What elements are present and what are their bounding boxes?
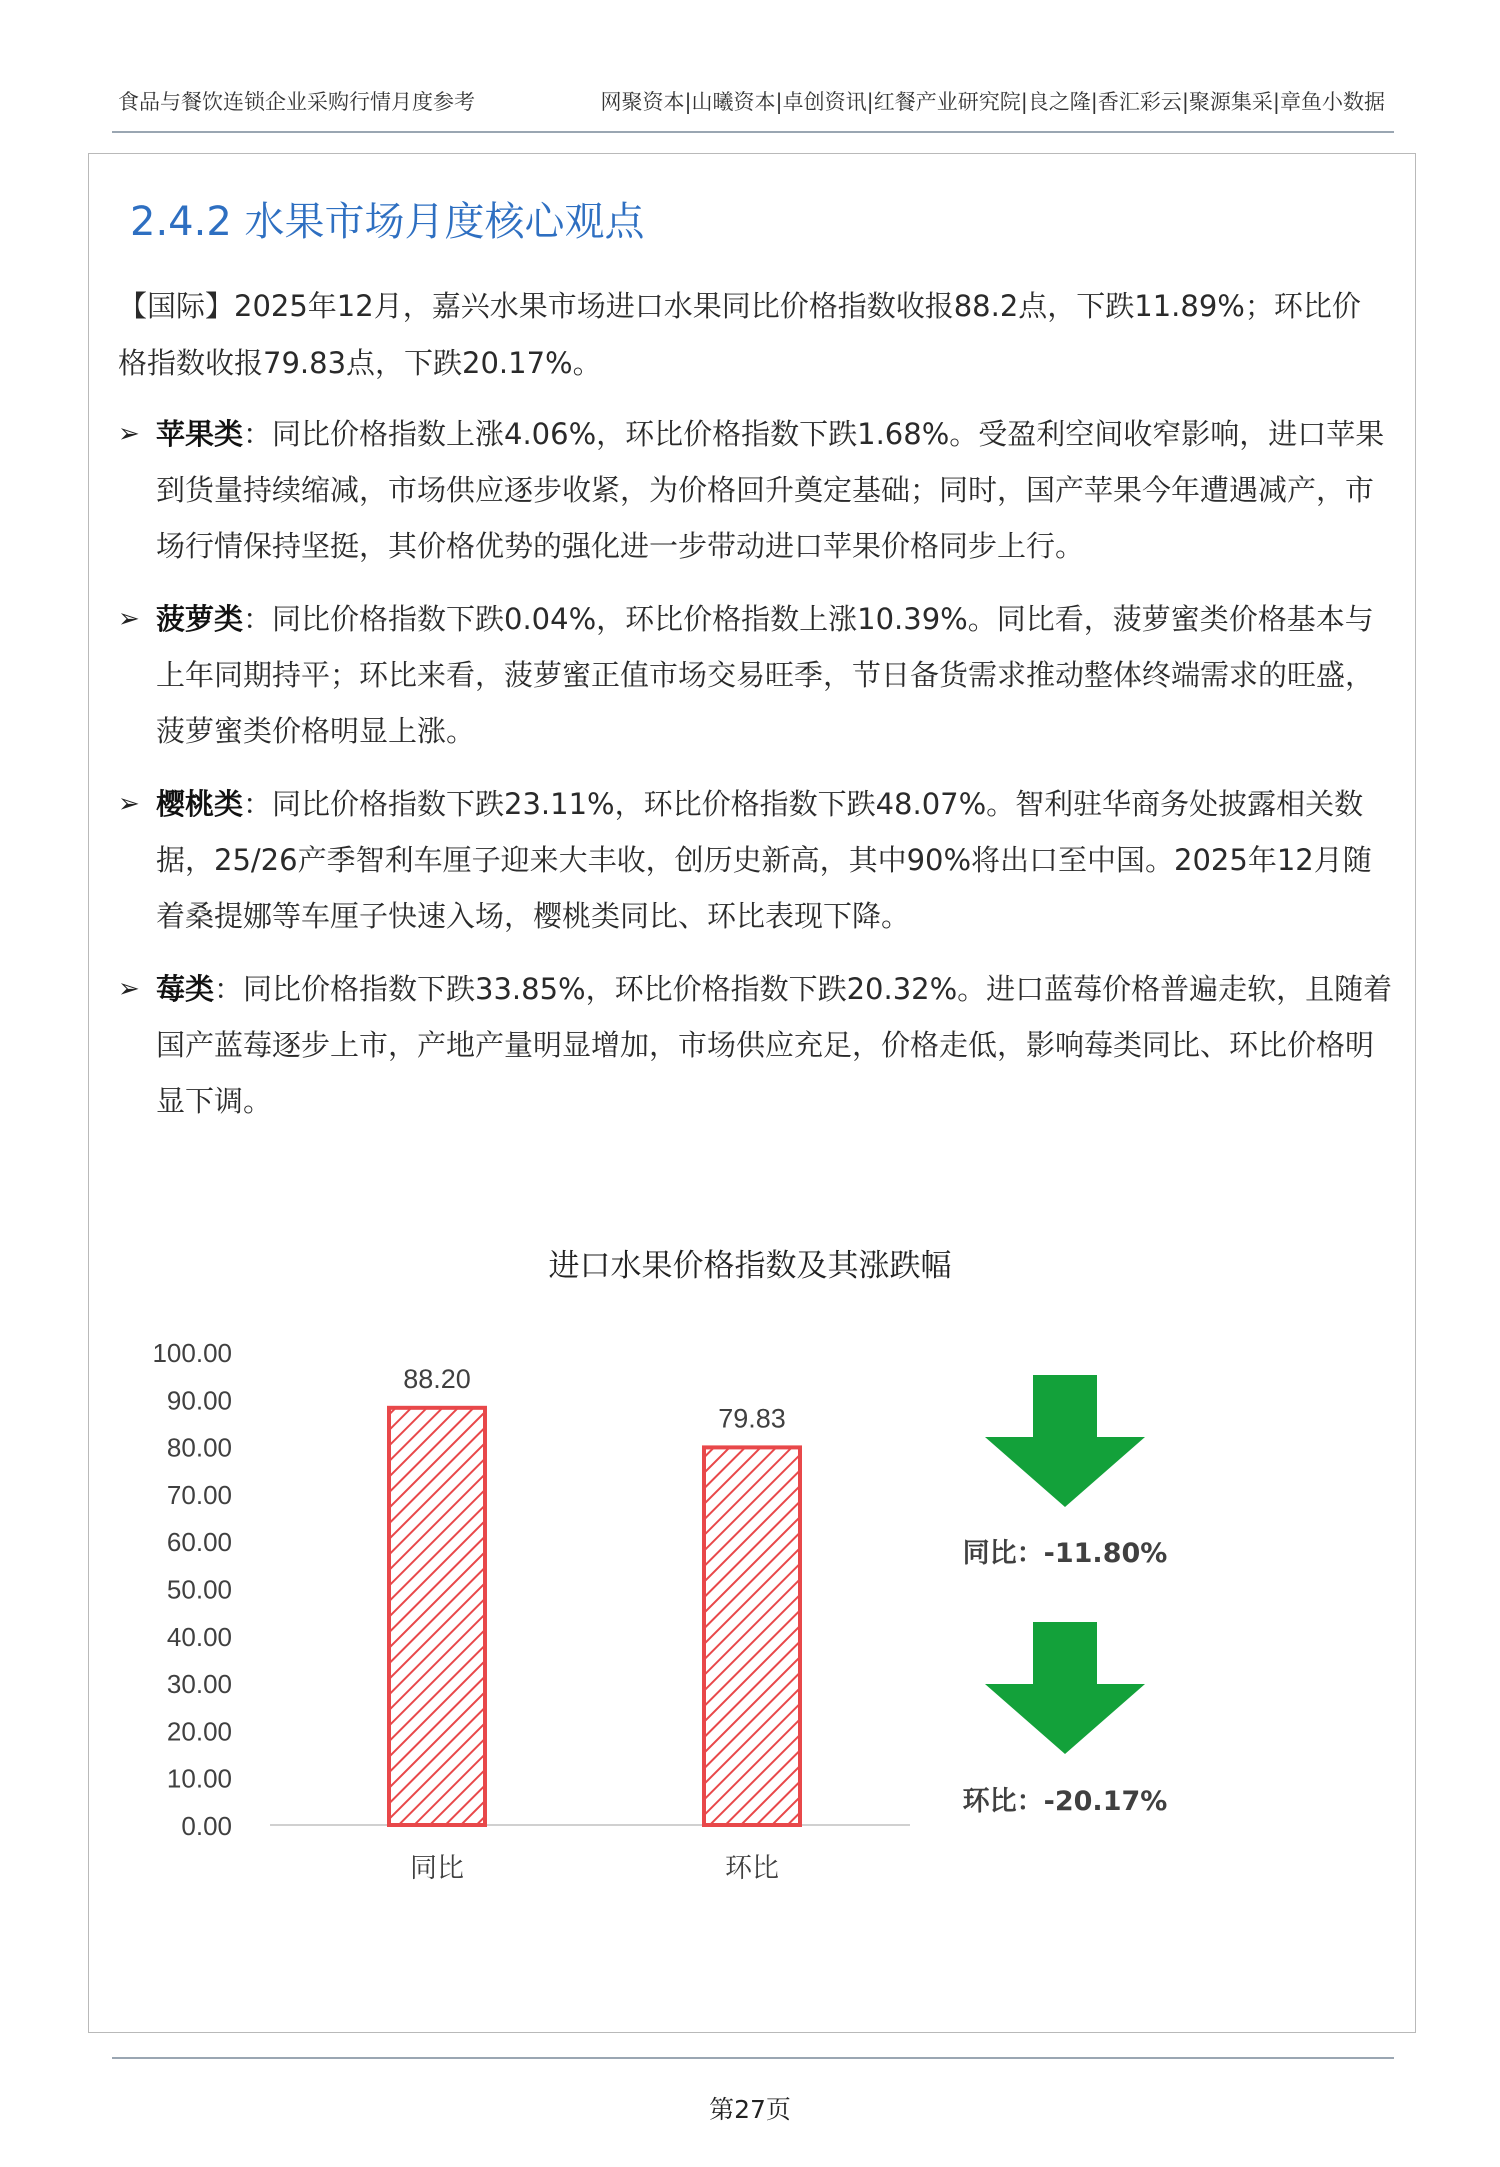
change-annotation-label: 环比：-20.17%	[962, 1786, 1168, 1817]
bullet-term: 菠萝类	[156, 602, 244, 636]
category-label: 环比	[725, 1853, 779, 1884]
bar-value-label: 88.20	[403, 1363, 471, 1394]
price-index-chart	[150, 1310, 1200, 1900]
y-tick-label: 60.00	[166, 1527, 232, 1558]
y-tick-label: 70.00	[166, 1479, 232, 1510]
y-tick-label: 80.00	[166, 1432, 232, 1463]
y-tick-label: 100.00	[152, 1338, 232, 1368]
y-tick-label: 0.00	[181, 1811, 232, 1841]
chart-title: 进口水果价格指数及其涨跌幅	[548, 1248, 952, 1284]
intro-paragraph: 【国际】2025年12月，嘉兴水果市场进口水果同比价格指数收报88.2点，下跌11.89%；环比价格指数收报79.83点，下跌20.17%。	[118, 289, 1361, 380]
y-tick-label: 50.00	[166, 1574, 232, 1605]
footer-divider	[112, 2057, 1394, 2059]
y-tick-label: 40.00	[166, 1621, 232, 1652]
bullet-berry	[118, 961, 1393, 1129]
arrow-bullet-icon: ➢	[118, 789, 140, 819]
bullet-apple	[118, 406, 1393, 574]
bar-2	[704, 1447, 800, 1825]
page-number: 第27页	[709, 2095, 791, 2124]
header-sources: 网聚资本|山曦资本|卓创资讯|红餐产业研究院|良之隆|香汇彩云|聚源集采|章鱼小数据	[600, 90, 1385, 114]
y-tick-label: 10.00	[166, 1763, 232, 1794]
y-tick-label: 20.00	[166, 1716, 232, 1747]
section-title: 2.4.2 水果市场月度核心观点	[130, 199, 645, 245]
change-annotation-label: 同比：-11.80%	[962, 1538, 1168, 1569]
y-tick-label: 30.00	[166, 1669, 232, 1700]
bullet-text: ：同比价格指数下跌0.04%，环比价格指数上涨10.39%。同比看，菠萝蜜类价格基本与上年同期持平；环比来看，菠萝蜜正值市场交易旺季，节日备货需求推动整体终端需求的旺盛，菠萝蜜类价格明显上涨。	[156, 602, 1375, 748]
bullet-pineapple	[118, 591, 1393, 759]
arrow-bullet-icon: ➢	[118, 974, 140, 1004]
category-label: 同比	[410, 1853, 464, 1884]
bar-value-label: 79.83	[718, 1403, 786, 1434]
bullet-term: 莓类	[156, 972, 215, 1006]
y-tick-label: 90.00	[166, 1385, 232, 1416]
bullet-term: 樱桃类	[156, 787, 244, 821]
header-divider	[112, 131, 1394, 133]
down-arrow-icon	[985, 1375, 1145, 1507]
bar-1	[389, 1408, 485, 1825]
header-report-title: 食品与餐饮连锁企业采购行情月度参考	[118, 90, 475, 114]
bullet-text: ：同比价格指数上涨4.06%，环比价格指数下跌1.68%。受盈利空间收窄影响，进口苹果到货量持续缩减，市场供应逐步收紧，为价格回升奠定基础；同时，国产苹果今年遭遇减产，市场行情保持坚挺，其价格优势的强化进一步带动进口苹果价格同步上行。	[156, 417, 1385, 563]
down-arrow-icon	[985, 1622, 1145, 1754]
arrow-bullet-icon: ➢	[118, 604, 140, 634]
bullet-text: ：同比价格指数下跌23.11%，环比价格指数下跌48.07%。智利驻华商务处披露相关数据，25/26产季智利车厘子迎来大丰收，创历史新高，其中90%将出口至中国。2025年12月随着桑提娜等车厘子快速入场，樱桃类同比、环比表现下降。	[156, 787, 1372, 933]
bullet-text: ：同比价格指数下跌33.85%，环比价格指数下跌20.32%。进口蓝莓价格普遍走软，且随着国产蓝莓逐步上市，产地产量明显增加，市场供应充足，价格走低，影响莓类同比、环比价格明显下调。	[156, 972, 1393, 1118]
fruit-category-list	[118, 406, 1393, 1146]
bullet-term: 苹果类	[156, 417, 244, 451]
arrow-bullet-icon: ➢	[118, 419, 140, 449]
bullet-cherry	[118, 776, 1393, 944]
